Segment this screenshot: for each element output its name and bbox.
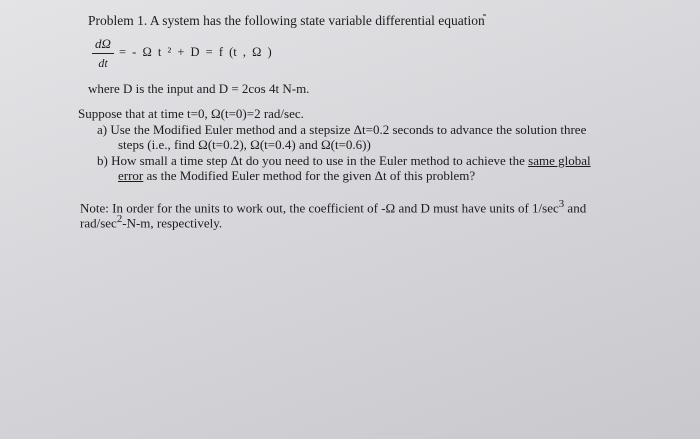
part-b-underlined-2: error xyxy=(118,168,144,183)
part-a-line-2: steps (i.e., find Ω(t=0.2), Ω(t=0.4) and Ω(t=0.6)) xyxy=(118,137,371,152)
part-b-label: b) xyxy=(97,153,108,168)
part-b-line-2 xyxy=(118,168,475,184)
equation-right-hand-side: = - Ω t ² + D = f (t , Ω ) xyxy=(119,45,272,59)
fraction-bar xyxy=(92,53,114,54)
note-line-2 xyxy=(80,213,222,231)
fraction-denominator: dt xyxy=(98,56,108,70)
initial-condition: Suppose that at time t=0, Ω(t=0)=2 rad/sec. xyxy=(78,106,304,121)
differential-equation xyxy=(92,36,392,74)
note-text-1-end: and xyxy=(564,200,587,216)
fraction-numerator: dΩ xyxy=(95,36,111,51)
part-a-line-1 xyxy=(97,122,586,138)
part-a-text-1: Use the Modified Euler method and a stepsize Δt=0.2 seconds to advance the solution three xyxy=(110,122,587,137)
note-text-1: Note: In order for the units to work out, the coefficient of -Ω and D must have units of 1/sec xyxy=(80,200,559,216)
part-b-line-1 xyxy=(97,153,591,169)
note-sup-2: 2 xyxy=(116,213,123,225)
derivative-fraction xyxy=(92,36,114,70)
input-definition: where D is the input and D = 2cos 4t N-m. xyxy=(88,81,310,96)
note-text-2: rad/sec xyxy=(80,215,117,231)
note-text-2-end: -N-m, respectively. xyxy=(122,215,223,231)
part-b-underlined-1: same global xyxy=(528,153,591,168)
part-b-text-2: as the Modified Euler method for the given Δt of this problem? xyxy=(143,168,476,183)
problem-title: Problem 1. A system has the following state variable differential equation xyxy=(88,13,485,28)
part-a-label: a) xyxy=(97,122,108,137)
part-b-text-1: How small a time step Δt do you need to use in the Euler method to achieve the xyxy=(111,153,529,168)
note-sup-1: 3 xyxy=(558,198,565,210)
